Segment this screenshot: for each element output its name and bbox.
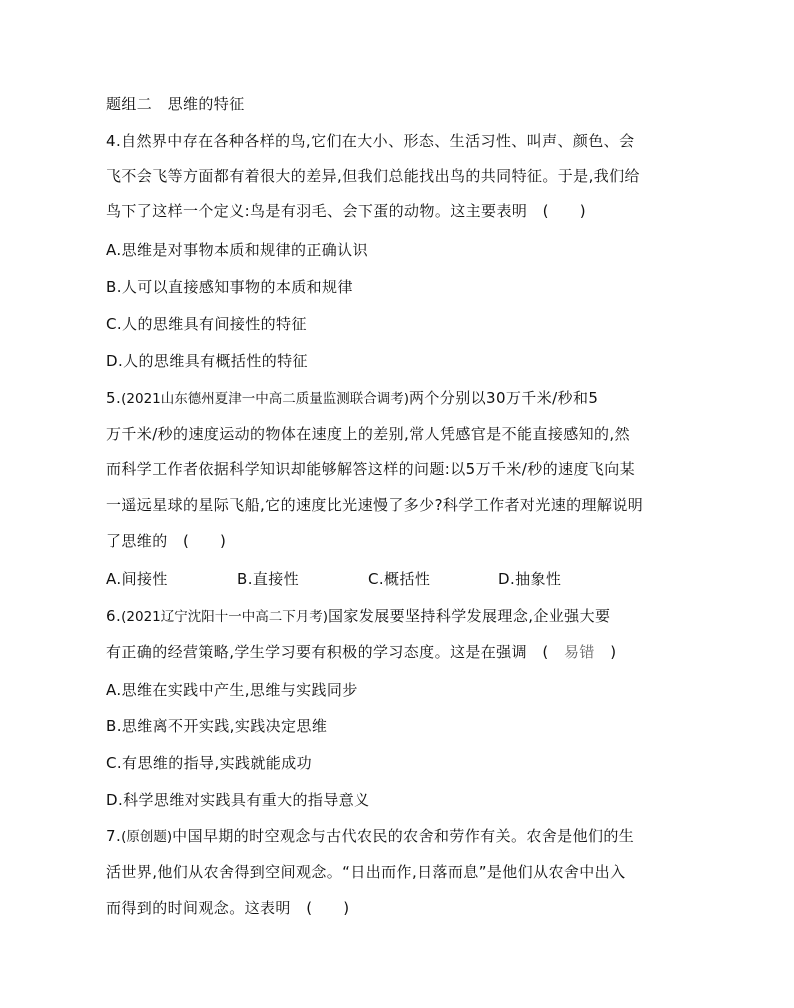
- q6-option-a: A.思维在实践中产生,思维与实践同步: [106, 681, 358, 699]
- q6-stem-line-1: [106, 606, 610, 627]
- q6-stem-line-1-text: 国家发展要坚持科学发展理念,企业强大要: [328, 607, 611, 625]
- q5-stem-line-1: [106, 388, 598, 409]
- q4-stem-line-1: 4.自然界中存在各种各样的鸟,它们在大小、形态、生活习性、叫声、颜色、会: [106, 132, 635, 150]
- q4-option-a: A.思维是对事物本质和规律的正确认识: [106, 241, 368, 259]
- q6-source: (2021辽宁沈阳十一中高二下月考): [121, 609, 329, 625]
- q6-option-c: C.有思维的指导,实践就能成功: [106, 754, 313, 772]
- q6-stem-line-2-text: 有正确的经营策略,学生学习要有积极的学习态度。这是在强调 (: [106, 643, 565, 661]
- q5-stem-line-4: 一遥远星球的星际飞船,它的速度比光速慢了多少?科学工作者对光速的理解说明: [106, 496, 644, 514]
- q7-stem-line-3: 而得到的时间观念。这表明 ( ): [106, 899, 350, 917]
- q5-option-b: B.直接性: [237, 570, 300, 588]
- q6-error-prone-tag: 易错: [564, 643, 595, 661]
- q4-option-d: D.人的思维具有概括性的特征: [106, 352, 308, 370]
- q5-option-c: C.概括性: [368, 570, 431, 588]
- q5-option-d: D.抽象性: [498, 570, 562, 588]
- q7-stem-line-1-text: 中国早期的时空观念与古代农民的农舍和劳作有关。农舍是他们的生: [172, 827, 635, 845]
- q4-stem-line-2: 飞不会飞等方面都有着很大的差异,但我们总能找出鸟的共同特征。于是,我们给: [106, 167, 640, 185]
- q5-number: 5.: [106, 389, 122, 407]
- q6-stem-line-2: [106, 642, 617, 662]
- q5-stem-line-1-text: 两个分别以30万千米/秒和5: [409, 389, 599, 407]
- q7-stem-line-2: 活世界,他们从农舍得到空间观念。“日出而作,日落而息”是他们从农舍中出入: [106, 863, 626, 881]
- q7-stem-line-1: [106, 826, 634, 847]
- q6-stem-line-2-close: ): [594, 643, 617, 661]
- q6-option-d: D.科学思维对实践具有重大的指导意义: [106, 791, 370, 809]
- q4-option-b: B.人可以直接感知事物的本质和规律: [106, 278, 353, 296]
- q5-option-a: A.间接性: [106, 570, 168, 588]
- q6-number: 6.: [106, 607, 122, 625]
- q5-source: (2021山东德州夏津一中高二质量监测联合调考): [121, 391, 410, 407]
- q5-stem-line-2: 万千米/秒的速度运动的物体在速度上的差别,常人凭感官是不能直接感知的,然: [106, 425, 630, 443]
- q5-stem-line-5: 了思维的 ( ): [106, 532, 227, 550]
- q7-number: 7.: [106, 827, 122, 845]
- q5-stem-line-3: 而科学工作者依据科学知识却能够解答这样的问题:以5万千米/秒的速度飞向某: [106, 460, 636, 478]
- section-title: 题组二 思维的特征: [106, 95, 245, 113]
- q4-stem-line-3: 鸟下了这样一个定义:鸟是有羽毛、会下蛋的动物。这主要表明 ( ): [106, 202, 586, 220]
- q7-source: (原创题): [121, 829, 173, 845]
- q4-option-c: C.人的思维具有间接性的特征: [106, 315, 307, 333]
- q6-option-b: B.思维离不开实践,实践决定思维: [106, 717, 328, 735]
